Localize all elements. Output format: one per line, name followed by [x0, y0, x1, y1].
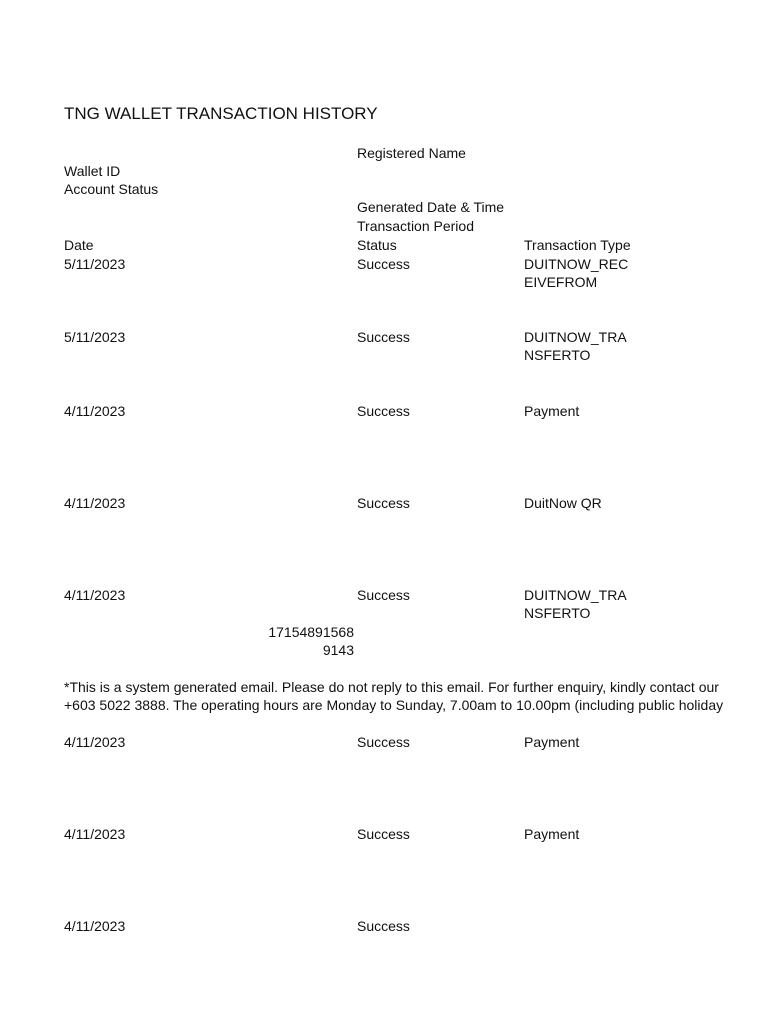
reference-number: 171548915689143 — [268, 624, 354, 658]
registered-name-label: Registered Name — [357, 145, 466, 161]
row-transaction-type: DuitNow QR — [524, 495, 602, 511]
row-transaction-type: Payment — [524, 403, 580, 419]
row-transaction-type: DUITNOW_TRANSFERTO — [524, 329, 627, 363]
column-header-status: Status — [357, 237, 397, 253]
row-status: Success — [357, 403, 410, 419]
row-status: Success — [357, 256, 410, 272]
row-date: 4/11/2023 — [64, 734, 126, 750]
row-transaction-type: Payment — [524, 734, 580, 750]
system-notice-line: *This is a system generated email. Please do not reply to this email. For further enquiry, kindly contact our — [64, 679, 719, 695]
row-date: 4/11/2023 — [64, 587, 126, 603]
row-status: Success — [357, 329, 410, 345]
row-status: Success — [357, 826, 410, 842]
row-transaction-type: DUITNOW_RECEIVEFROM — [524, 256, 629, 290]
transaction-period-label: Transaction Period — [357, 218, 474, 234]
system-notice — [64, 678, 724, 714]
row-date: 4/11/2023 — [64, 495, 126, 511]
row-date: 4/11/2023 — [64, 403, 126, 419]
row-date: 5/11/2023 — [64, 329, 126, 345]
row-status: Success — [357, 734, 410, 750]
row-date: 4/11/2023 — [64, 918, 126, 934]
generated-datetime-label: Generated Date & Time — [357, 199, 505, 215]
column-header-transaction-type: Transaction Type — [524, 237, 631, 253]
row-status: Success — [357, 918, 410, 934]
row-transaction-type: DUITNOW_TRANSFERTO — [524, 587, 627, 621]
system-notice-line: +603 5022 3888. The operating hours are Monday to Sunday, 7.00am to 10.00pm (including public holiday — [64, 697, 724, 713]
row-date: 5/11/2023 — [64, 256, 126, 272]
row-transaction-type: Payment — [524, 826, 580, 842]
wallet-id-label: Wallet ID — [64, 163, 121, 179]
row-date: 4/11/2023 — [64, 826, 126, 842]
column-header-date: Date — [64, 237, 94, 253]
account-status-label: Account Status — [64, 181, 159, 197]
document-title: TNG WALLET TRANSACTION HISTORY — [64, 104, 378, 123]
row-status: Success — [357, 587, 410, 603]
row-status: Success — [357, 495, 410, 511]
